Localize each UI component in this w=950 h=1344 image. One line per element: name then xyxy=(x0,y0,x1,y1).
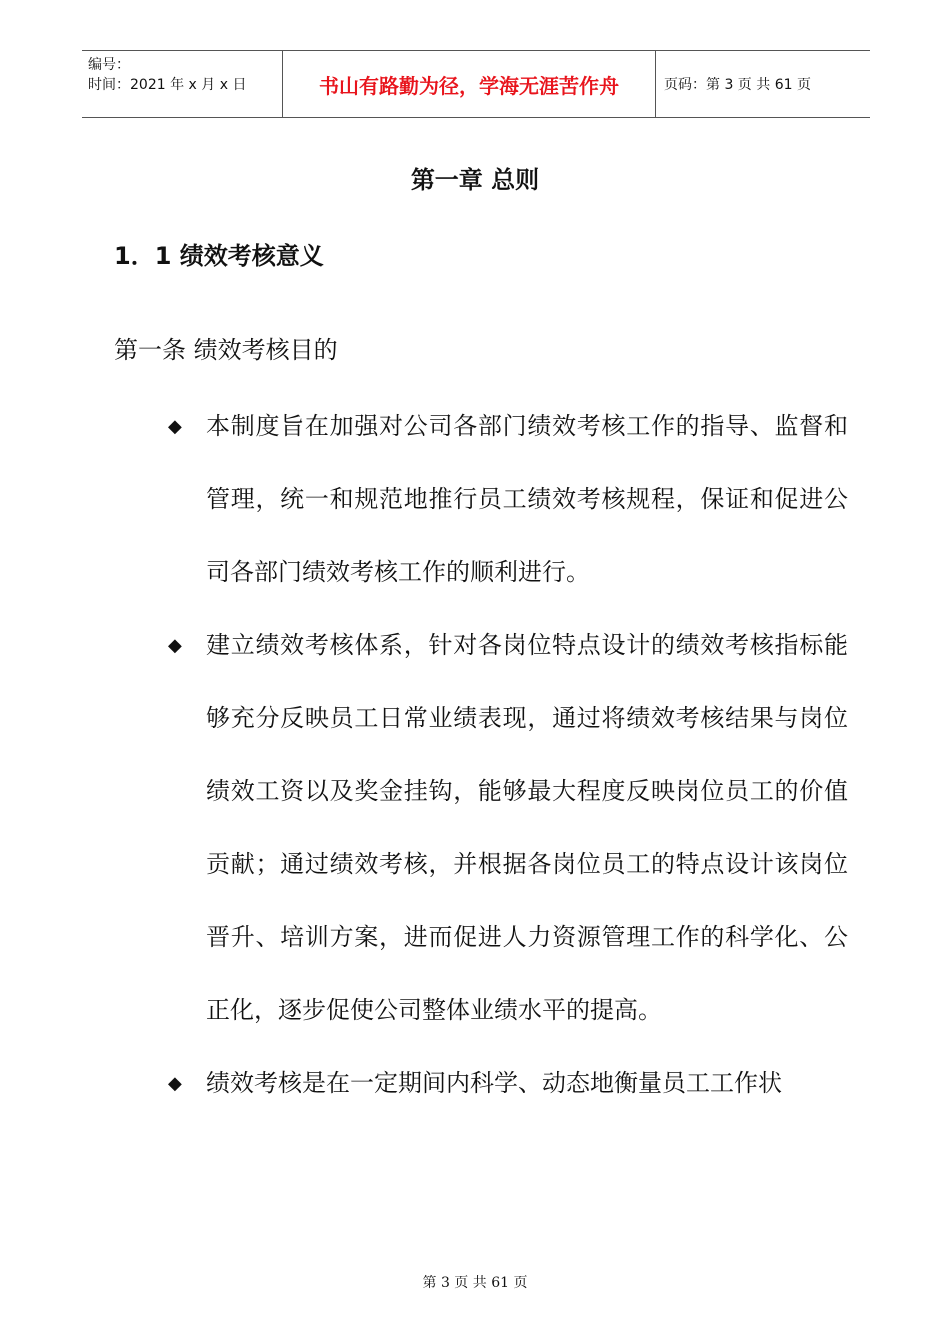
page-footer: 第 3 页 共 61 页 xyxy=(422,1275,528,1291)
section-title: 1．1 绩效考核意义 xyxy=(114,242,324,270)
document-date: 时间：2021 年 x 月 x 日 xyxy=(88,77,247,93)
page-header xyxy=(82,50,870,118)
list-item xyxy=(168,609,848,1047)
list-item xyxy=(168,390,848,609)
list-item xyxy=(168,1047,848,1120)
diamond-bullet-icon: ◆ xyxy=(168,1073,182,1094)
chapter-title: 第一章 总则 xyxy=(410,166,540,194)
bullet-list xyxy=(168,390,848,1120)
header-page-info: 页码：第 3 页 共 61 页 xyxy=(664,77,811,93)
header-meta xyxy=(82,51,282,117)
document-number-label: 编号： xyxy=(88,57,130,73)
diamond-bullet-icon: ◆ xyxy=(168,635,182,656)
bullet-text: 绩效考核是在一定期间内科学、动态地衡量员工工作状 xyxy=(206,1069,782,1097)
diamond-bullet-icon: ◆ xyxy=(168,416,182,437)
bullet-text: 建立绩效考核体系，针对各岗位特点设计的绩效考核指标能够充分反映员工日常业绩表现，通过将绩效考核结果与岗位绩效工资以及奖金挂钩，能够最大程度反映岗位员工的价值贡献；通过绩效考核，并根据各岗位员工的特点设计该岗位晋升、培训方案，进而促进人力资源管理工作的科学化、公正化，逐步促使公司整体业绩水平的提高。 xyxy=(206,631,848,1024)
header-motto: 书山有路勤为径，学海无涯苦作舟 xyxy=(282,51,656,117)
bullet-text: 本制度旨在加强对公司各部门绩效考核工作的指导、监督和管理，统一和规范地推行员工绩效考核规程，保证和促进公司各部门绩效考核工作的顺利进行。 xyxy=(206,412,848,586)
article-title: 第一条 绩效考核目的 xyxy=(114,336,338,364)
